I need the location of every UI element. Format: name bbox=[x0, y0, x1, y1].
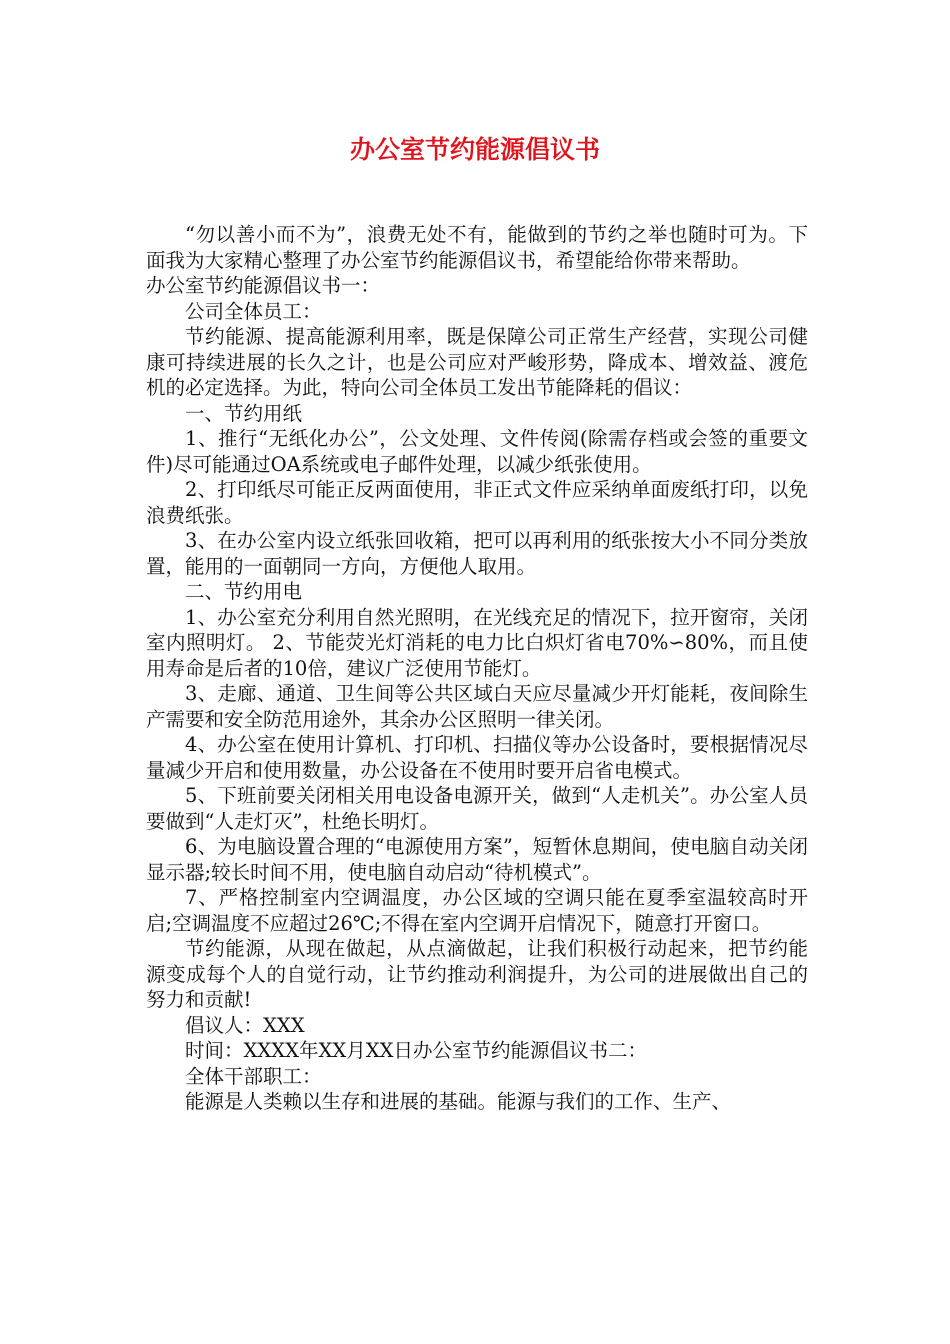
paragraph: 倡议人：XXX bbox=[185, 1013, 305, 1037]
paragraph: 节约能源，从现在做起，从点滴做起，让我们积极行动起来，把节约能源变成每个人的自觉行动，让节约推动利润提升，为公司的进展做出自己的努力和贡献! bbox=[146, 937, 808, 1011]
paragraph: 1、推行“无纸化办公”，公文处理、文件传阅(除需存档或会签的重要文件)尽可能通过OA系统或电子邮件处理，以减少纸张使用。 bbox=[146, 427, 808, 476]
paragraph: 1、办公室充分利用自然光照明，在光线充足的情况下，拉开窗帘，关闭室内照明灯。 2、节能荧光灯消耗的电力比白炽灯省电70%∽80%，而且使用寿命是后者的10倍，建议广泛使用节能灯。 bbox=[146, 605, 808, 680]
paragraph: 一、节约用纸 bbox=[185, 401, 303, 425]
paragraph: 6、为电脑设置合理的“电源使用方案”，短暂休息期间，使电脑自动关闭显示器;较长时间不用，使电脑自动启动“待机模式”。 bbox=[146, 835, 808, 884]
paragraph: 3、走廊、通道、卫生间等公共区域白天应尽量减少开灯能耗，夜间除生产需要和安全防范用途外，其余办公区照明一律关闭。 bbox=[146, 682, 808, 731]
document-body bbox=[146, 222, 808, 1115]
paragraph: 公司全体员工： bbox=[185, 299, 322, 323]
paragraph: 4、办公室在使用计算机、打印机、扫描仪等办公设备时，要根据情况尽量减少开启和使用数量，办公设备在不使用时要开启省电模式。 bbox=[146, 733, 808, 782]
paragraph: 办公室节约能源倡议书一： bbox=[146, 274, 381, 297]
paragraph: “勿以善小而不为”，浪费无处不有，能做到的节约之举也随时可为。下面我为大家精心整理了办公室节约能源倡议书，希望能给你带来帮助。 bbox=[146, 223, 808, 272]
paragraph: 二、节约用电 bbox=[185, 580, 303, 603]
paragraph: 时间：XXXX年XX月XX日办公室节约能源倡议书二： bbox=[185, 1039, 648, 1062]
paragraph: 3、在办公室内设立纸张回收箱，把可以再利用的纸张按大小不同分类放置，能用的一面朝同一方向，方便他人取用。 bbox=[146, 529, 808, 578]
paragraph: 5、下班前要关闭相关用电设备电源开关，做到“人走机关”。办公室人员要做到“人走灯灭”，杜绝长明灯。 bbox=[146, 784, 808, 833]
paragraph: 节约能源、提高能源利用率，既是保障公司正常生产经营，实现公司健康可持续进展的长久之计，也是公司应对严峻形势，降成本、增效益、渡危机的必定选择。为此，特向公司全体员工发出节能降耗的倡议： bbox=[146, 325, 808, 399]
document-title: 办公室节约能源倡议书 bbox=[349, 135, 600, 164]
paragraph: 全体干部职工： bbox=[185, 1064, 322, 1088]
paragraph: 2、打印纸尽可能正反两面使用，非正式文件应采纳单面废纸打印，以免浪费纸张。 bbox=[146, 478, 808, 527]
paragraph: 能源是人类赖以生存和进展的基础。能源与我们的工作、生产、 bbox=[185, 1090, 732, 1113]
paragraph: 7、严格控制室内空调温度，办公区域的空调只能在夏季室温较高时开启;空调温度不应超过26℃;不得在室内空调开启情况下，随意打开窗口。 bbox=[146, 886, 808, 935]
